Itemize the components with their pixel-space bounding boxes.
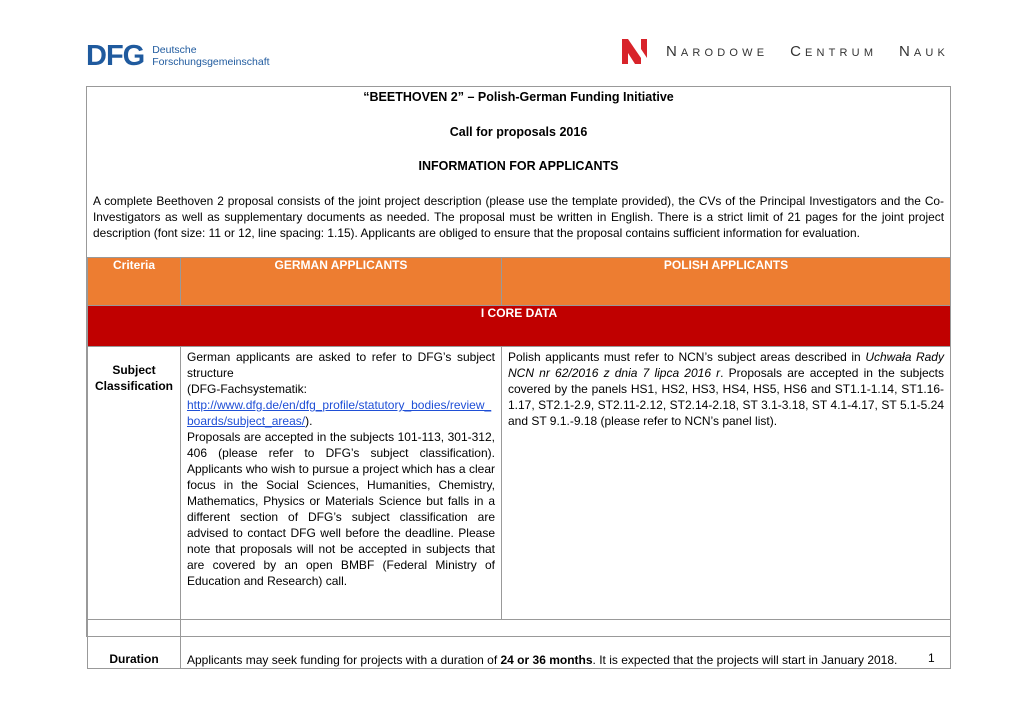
- ncn-word2-rest: ENTRUM: [804, 46, 878, 59]
- german-subject-link-after: ).: [305, 414, 313, 428]
- page-number: 1: [928, 651, 935, 665]
- table-header-row: [88, 258, 951, 306]
- duration-bold: 24 or 36 months: [500, 653, 593, 667]
- criteria-subject: [88, 347, 181, 620]
- doc-info-heading: INFORMATION FOR APPLICANTS: [418, 159, 619, 173]
- section-row: [88, 306, 951, 347]
- german-subject-p3: Proposals are accepted in the subjects 101-113, 301-312, 406 (please refer to DFG’s subject classification). Applicants who wish to pursue a project which has a clear focus in the Social Sciences, Humanities, Chemistry, Mathematics, Physics or Materials Science but falls in a different section of DFG’s subject classification are advised to contact DFG well before the deadline. Please note that proposals will not be accepted in subjects that are covered by an open BMBF (Federal Ministry of Education and Research) call.: [187, 430, 495, 588]
- criteria-table: [87, 257, 951, 669]
- table-row: [88, 620, 951, 669]
- criteria-duration: Duration: [88, 620, 181, 669]
- intro-section: [87, 87, 950, 257]
- document-frame: [86, 86, 951, 667]
- dfg-logo-line1: Deutsche: [152, 44, 197, 56]
- criteria-subject-line1: Subject: [112, 363, 156, 377]
- german-subject-p2: (DFG-Fachsystematik:: [187, 382, 308, 396]
- dfg-subject-areas-link[interactable]: http://www.dfg.de/en/dfg_profile/statutory_bodies/review_boards/subject_areas/: [187, 398, 492, 428]
- polish-subject-italic: Uchwała Rady NCN nr 62/2016 z dnia 7 lipca 2016 r: [508, 350, 944, 380]
- ncn-word1-cap: N: [666, 42, 681, 60]
- ncn-word1-rest: ARODOWE: [680, 46, 769, 59]
- duration-post: . It is expected that the projects will start in January 2018.: [592, 653, 898, 667]
- criteria-subject-line2: Classification: [94, 379, 174, 393]
- ncn-word3-cap: N: [898, 42, 914, 60]
- header-criteria: Criteria: [88, 258, 181, 306]
- dfg-logo: [86, 40, 270, 72]
- table-row: [88, 347, 951, 620]
- polish-subject-pre: Polish applicants must refer to NCN’s subject areas described in: [508, 350, 866, 364]
- ncn-logo-text: [666, 43, 949, 60]
- header-german: GERMAN APPLICANTS: [181, 258, 502, 306]
- section-core-data: I CORE DATA: [88, 306, 951, 347]
- ncn-logo-icon: [621, 38, 648, 65]
- polish-subject-post: . Proposals are accepted in the subjects covered by the panels HS1, HS2, HS3, HS4, HS5, HS6 and ST1.1-1.14, ST1.16-1.17, ST2.1-2.9, ST2.11-2.12, ST2.14-2.18, ST 3.1-3.18, ST 4.1-4.17, ST 5.1-5.24 and ST 9.1.-9.18 (please refer to NCN’s panel list).: [508, 366, 944, 428]
- dfg-logo-mark: DFG: [86, 40, 145, 72]
- dfg-logo-text: [152, 44, 269, 68]
- doc-call: Call for proposals 2016: [449, 125, 588, 139]
- german-subject-cell: [181, 347, 502, 620]
- intro-paragraph: A complete Beethoven 2 proposal consists of the joint project description (please use the template provided), the CVs of the Principal Investigators and the Co-Investigators as well as supplementary documents as needed. The proposal must be written in English. There is a strict limit of 21 pages for the joint project description (font size: 11 or 12, line spacing: 1.15). Applicants are obliged to ensure that the proposal contains sufficient information for evaluation.: [93, 194, 944, 240]
- duration-pre: Applicants may seek funding for projects with a duration of: [187, 653, 501, 667]
- duration-cell: [181, 620, 951, 669]
- ncn-logo: [621, 38, 949, 64]
- ncn-word2-cap: C: [790, 42, 805, 60]
- ncn-word3-rest: AUK: [913, 46, 950, 59]
- doc-title: “BEETHOVEN 2” – Polish-German Funding Initiative: [363, 90, 674, 104]
- german-subject-p1: German applicants are asked to refer to DFG’s subject structure: [187, 350, 495, 380]
- polish-subject-cell: [502, 347, 951, 620]
- header-polish: POLISH APPLICANTS: [502, 258, 951, 306]
- dfg-logo-line2: Forschungsgemeinschaft: [152, 56, 270, 68]
